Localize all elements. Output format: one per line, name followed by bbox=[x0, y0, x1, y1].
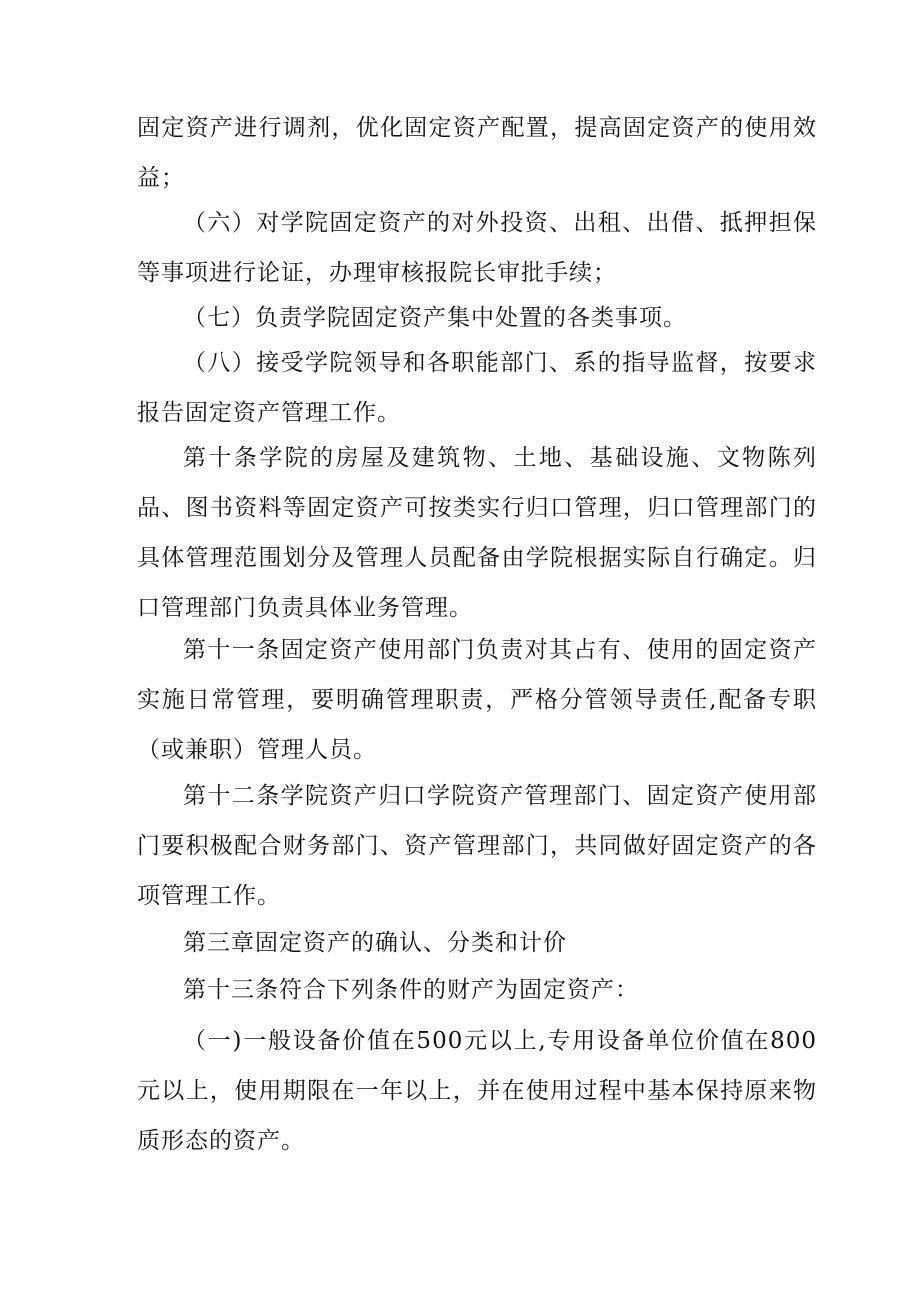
paragraph-item-7: （七）负责学院固定资产集中处置的各类事项。 bbox=[183, 305, 687, 331]
paragraph-item-6: （六）对学院固定资产的对外投资、出租、出借、抵押担保等事项进行论证，办理审核报院长审批手续； bbox=[137, 210, 817, 286]
paragraph-article-11: 第十一条固定资产使用部门负责对其占有、使用的固定资产实施日常管理，要明确管理职责，严格分管领导责任,配备专职（或兼职）管理人员。 bbox=[137, 637, 817, 763]
chapter-3-heading: 第三章固定资产的确认、分类和计价 bbox=[183, 930, 567, 956]
paragraph-item-1-general-equipment: （一)一般设备价值在500元以上,专用设备单位价值在800元以上，使用期限在一年以上，并在使用过程中基本保持原来物质形态的资产。 bbox=[137, 1028, 817, 1154]
paragraph-item-8: （八）接受学院领导和各职能部门、系的指导监督，按要求报告固定资产管理工作。 bbox=[137, 350, 817, 426]
paragraph-article-12: 第十二条学院资产归口学院资产管理部门、固定资产使用部门要积极配合财务部门、资产管理部门，共同做好固定资产的各项管理工作。 bbox=[137, 783, 817, 909]
paragraph-article-13: 第十三条符合下列条件的财产为固定资产： bbox=[183, 977, 639, 1003]
paragraph-continuation-asset-allocation: 固定资产进行调剂，优化固定资产配置，提高固定资产的使用效益； bbox=[137, 115, 817, 191]
paragraph-article-10: 第十条学院的房屋及建筑物、土地、基础设施、文物陈列品、图书资料等固定资产可按类实行归口管理，归口管理部门的具体管理范围划分及管理人员配备由学院根据实际自行确定。归口管理部门负责具体业务管理。 bbox=[137, 445, 817, 621]
